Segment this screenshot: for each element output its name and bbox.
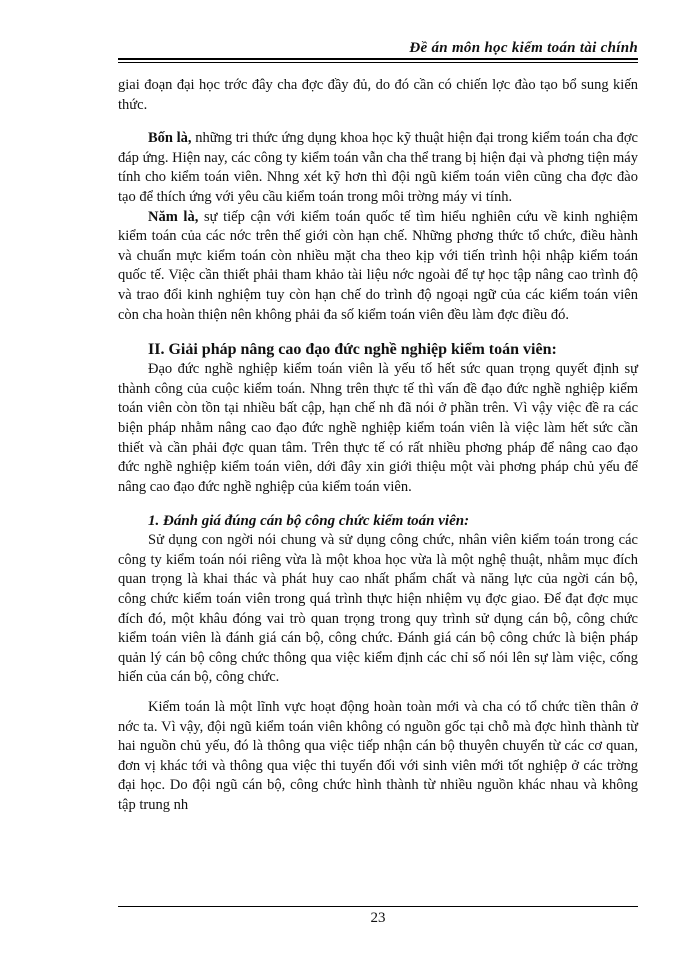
running-header: Đề án môn học kiểm toán tài chính — [409, 40, 638, 56]
footer-rule — [118, 906, 638, 907]
header-rule-thin — [118, 62, 638, 63]
paragraph-text: những tri thức ứng dụng khoa học kỹ thuật hiện đại trong kiểm toán cha đợc đáp ứng. Hiện nay, các công ty kiểm toán vẫn cha thể trang bị hiện đại và phơng tiện máy tính cho kiểm toán viên. Nhng xét kỹ hơn thì đội ngũ kiểm toán viên cũng cha đợc đào tạo để thích ứng với yêu cầu kiểm toán trong môi trờng máy vi tính. — [118, 130, 638, 205]
page-number: 23 — [370, 910, 386, 926]
paragraph-fifth-point — [118, 208, 638, 326]
paragraph-fourth-point — [118, 129, 638, 207]
body-text — [118, 76, 638, 816]
paragraph-continuation: giai đoạn đại học trớc đây cha đợc đầy đủ, do đó cần có chiến lợc đào tạo bổ sung kiến thức. — [118, 77, 638, 113]
section-heading: II. Giải pháp nâng cao đạo đức nghề nghiệp kiểm toán viên: — [148, 341, 557, 359]
header-rule-thick — [118, 58, 638, 60]
subsection-heading: 1. Đánh giá đúng cán bộ công chức kiểm toán viên: — [148, 513, 470, 530]
paragraph-text: sự tiếp cận với kiểm toán quốc tế tìm hiểu nghiên cứu về kinh nghiệm kiểm toán của các nớc trên thế giới còn hạn chế. Những phơng thức tổ chức, điều hành và chuẩn mực kiểm toán còn nhiều mặt cha theo kịp với tiến trình hội nhập kiểm toán quốc tế. Việc cần thiết phải tham khảo tài liệu nớc ngoài để tự học tập nâng cao trình độ và trao đổi kinh nghiệm tuy còn hạn chế do trình độ ngoại ngữ của các kiểm toán viên còn cha hoàn thiện nên không phải đa số kiểm toán viên đều làm đợc điều đó. — [118, 208, 638, 323]
paragraph-evaluation: Sử dụng con ngời nói chung và sử dụng công chức, nhân viên kiểm toán trong các công ty kiểm toán nói riêng vừa là một khoa học vừa là một nghệ thuật, nhằm mục đích quan trọng là khai thác và phát huy cao nhất phẩm chất và năng lực của ngời cán bộ, công chức kiểm toán viên trong quá trình thực hiện nhiệm vụ đợc giao. Để đạt đợc mục đích đó, một khâu đóng vai trò quan trọng trong quy trình sử dụng cán bộ, công chức kiểm toán viên là đánh giá cán bộ, công chức. Đánh giá cán bộ công chức là biện pháp quản lý cán bộ công chức thông qua việc kiểm định các chỉ số nói lên sự làm việc, cống hiến của cán bộ, công chức. — [118, 532, 638, 686]
lead-phrase: Năm là, — [148, 208, 199, 225]
lead-phrase: Bốn là, — [148, 130, 192, 147]
paragraph-ethics-intro: Đạo đức nghề nghiệp kiểm toán viên là yếu tố hết sức quan trọng quyết định sự thành công của cuộc kiểm toán. Nhng trên thực tế thì vấn đề đạo đức nghề nghiệp kiểm toán viên còn tồn tại nhiều bất cập, hạn chế nh đã nói ở phần trên. Vì vậy việc đề ra các biện pháp nhằm nâng cao đạo đức nghề nghiệp kiểm toán viên là việc làm hết sức cần thiết và cần phải đợc quan tâm. Trên thực tế có rất nhiều phơng pháp để nâng cao đạo đức nghề nghiệp kiểm toán viên, dới đây xin giới thiệu một vài phơng pháp chủ yếu để nâng cao đạo đức nghề nghiệp của kiểm toán viên. — [118, 361, 638, 495]
paragraph-audit-field: Kiểm toán là một lĩnh vực hoạt động hoàn toàn mới và cha có tổ chức tiền thân ở nớc ta. Vì vậy, đội ngũ kiểm toán viên không có nguồn gốc tại chỗ mà đợc hình thành từ hai nguồn chủ yếu, đó là thông qua việc tiếp nhận cán bộ thuyên chuyển từ các cơ quan, đơn vị khác tới và thông qua việc thi tuyển đối với sinh viên mới tốt nghiệp ở các trờng đại học. Do đội ngũ cán bộ, công chức hình thành từ nhiều nguồn khác nhau và không tập trung nh — [118, 699, 638, 813]
